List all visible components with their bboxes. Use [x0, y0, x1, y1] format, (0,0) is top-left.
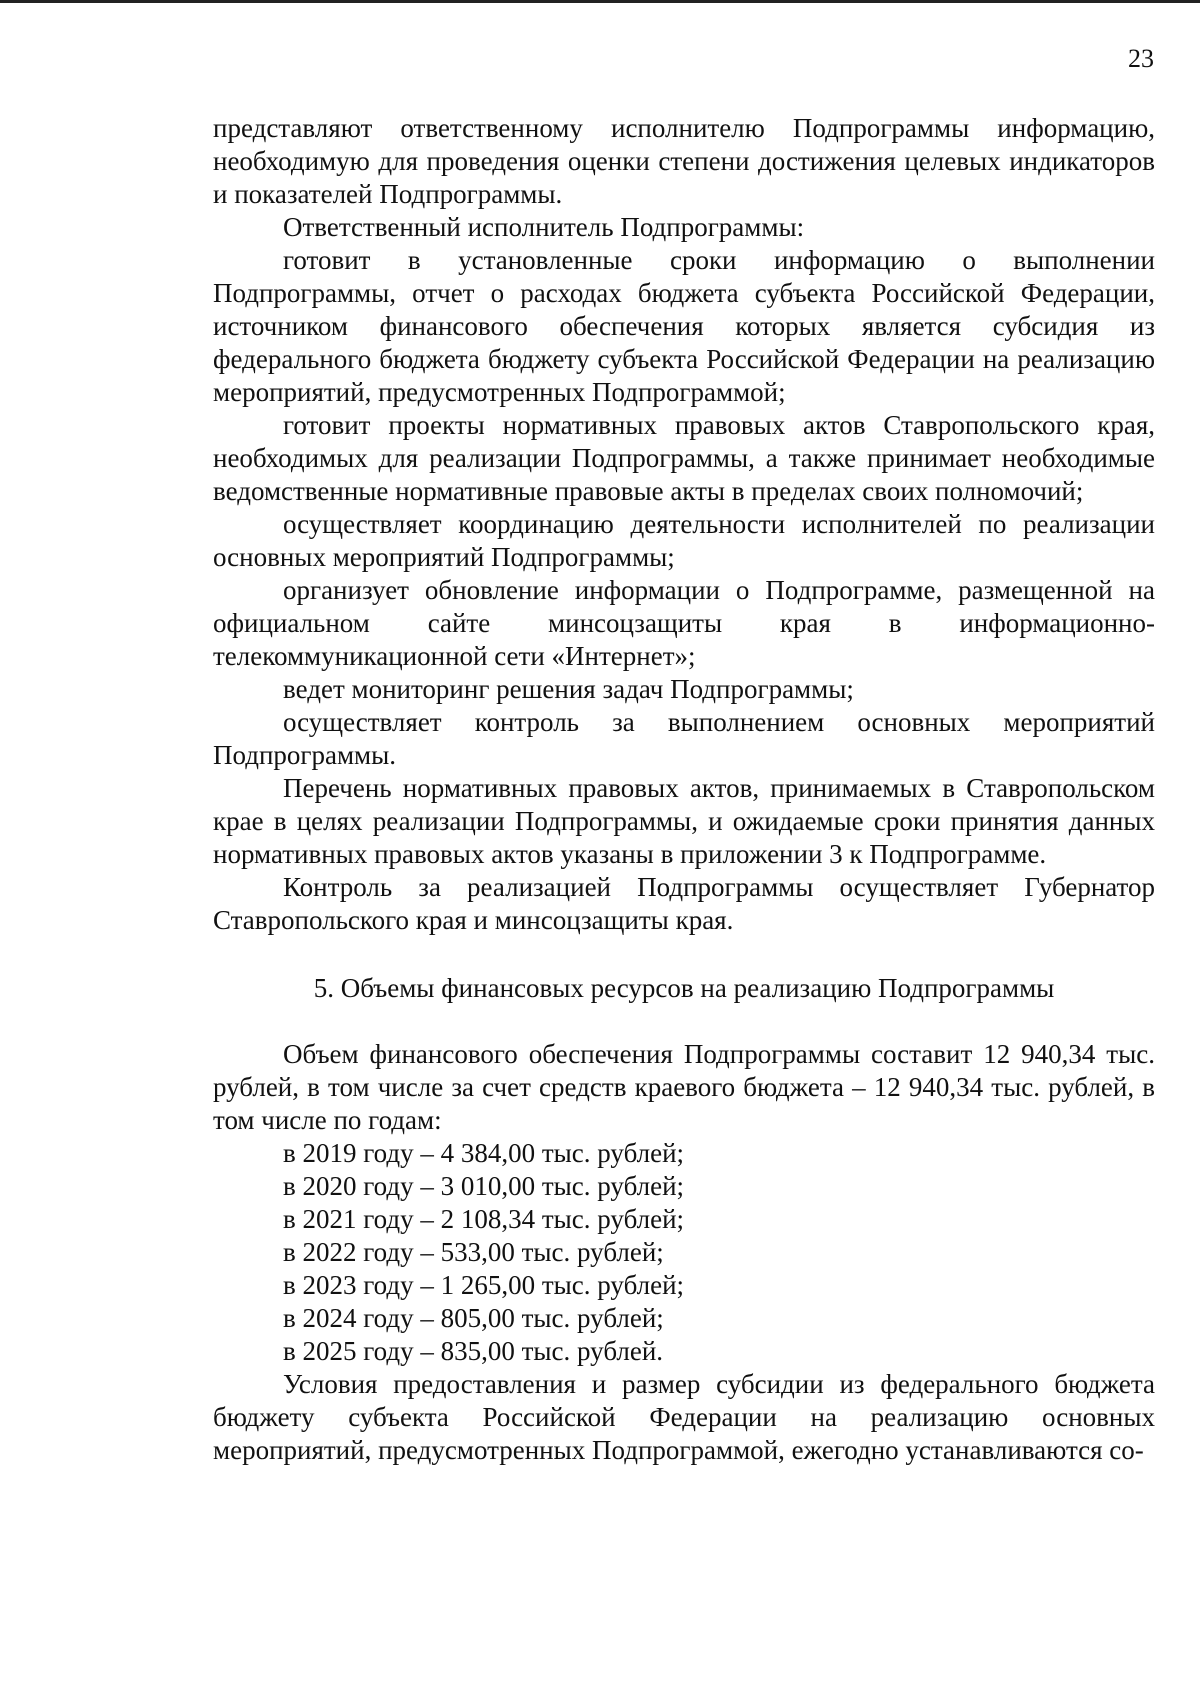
- paragraph-responsible-executor: Ответственный исполнитель Подпрограммы:: [283, 212, 805, 242]
- paragraph-control-execution: осуществляет контроль за выполнением основных мероприятий Подпрограммы.: [213, 707, 1155, 770]
- paragraph-update-information: организует обновление информации о Подпрограмме, размещенной на официальном сайте минсоцзащиты края в информационно-телекоммуникационной сети «Интернет»;: [213, 575, 1155, 671]
- paragraph-prepares-information: готовит в установленные сроки информацию о выполнении Подпрограммы, отчет о расходах бюджета субъекта Российской Федерации, источником финансового обеспечения которых является субсидия из федерального бюджета бюджету субъекта Российской Федерации на реализацию мероприятий, предусмотренных Подпрограммой;: [213, 245, 1155, 407]
- list-item: в 2024 году – 805,00 тыс. рублей;: [283, 1303, 664, 1333]
- paragraph-legal-acts-list: Перечень нормативных правовых актов, принимаемых в Ставропольском крае в целях реализации Подпрограммы, и ожидаемые сроки принятия данных нормативных правовых актов указаны в приложении 3 к Подпрограмме.: [213, 773, 1155, 869]
- list-item: в 2025 году – 835,00 тыс. рублей.: [283, 1336, 664, 1366]
- paragraph-subsidy-conditions: Условия предоставления и размер субсидии из федерального бюджета бюджету субъекта Российской Федерации на реализацию основных мероприятий, предусмотренных Подпрограммой, ежегодно устанавливаются со-: [213, 1369, 1155, 1465]
- list-item: в 2023 году – 1 265,00 тыс. рублей;: [283, 1270, 685, 1300]
- list-item: в 2021 году – 2 108,34 тыс. рублей;: [283, 1204, 685, 1234]
- top-border-line: [0, 0, 1200, 3]
- document-body: [213, 112, 1155, 1467]
- list-item: в 2020 году – 3 010,00 тыс. рублей;: [283, 1171, 685, 1201]
- paragraph-prepares-projects: готовит проекты нормативных правовых актов Ставропольского края, необходимых для реализации Подпрограммы, а также принимает необходимые ведомственные нормативные правовые акты в пределах своих полномочий;: [213, 410, 1155, 506]
- list-item: в 2022 году – 533,00 тыс. рублей;: [283, 1237, 664, 1267]
- list-item: в 2019 году – 4 384,00 тыс. рублей;: [283, 1138, 685, 1168]
- paragraph-funding-intro: Объем финансового обеспечения Подпрограммы составит 12 940,34 тыс. рублей, в том числе за счет средств краевого бюджета – 12 940,34 тыс. рублей, в том числе по годам:: [213, 1039, 1155, 1135]
- page-number: 23: [1128, 44, 1154, 73]
- paragraph-coordination: осуществляет координацию деятельности исполнителей по реализации основных мероприятий Подпрограммы;: [213, 509, 1155, 572]
- paragraph-governor-control: Контроль за реализацией Подпрограммы осуществляет Губернатор Ставропольского края и минсоцзащиты края.: [213, 872, 1155, 935]
- funding-by-year-list: [213, 1137, 1155, 1368]
- paragraph-continuation: представляют ответственному исполнителю Подпрограммы информацию, необходимую для проведения оценки степени достижения целевых индикаторов и показателей Подпрограммы.: [213, 113, 1155, 209]
- paragraph-monitoring: ведет мониторинг решения задач Подпрограммы;: [283, 674, 854, 704]
- section-heading-financial-resources: 5. Объемы финансовых ресурсов на реализацию Подпрограммы: [313, 973, 1055, 1003]
